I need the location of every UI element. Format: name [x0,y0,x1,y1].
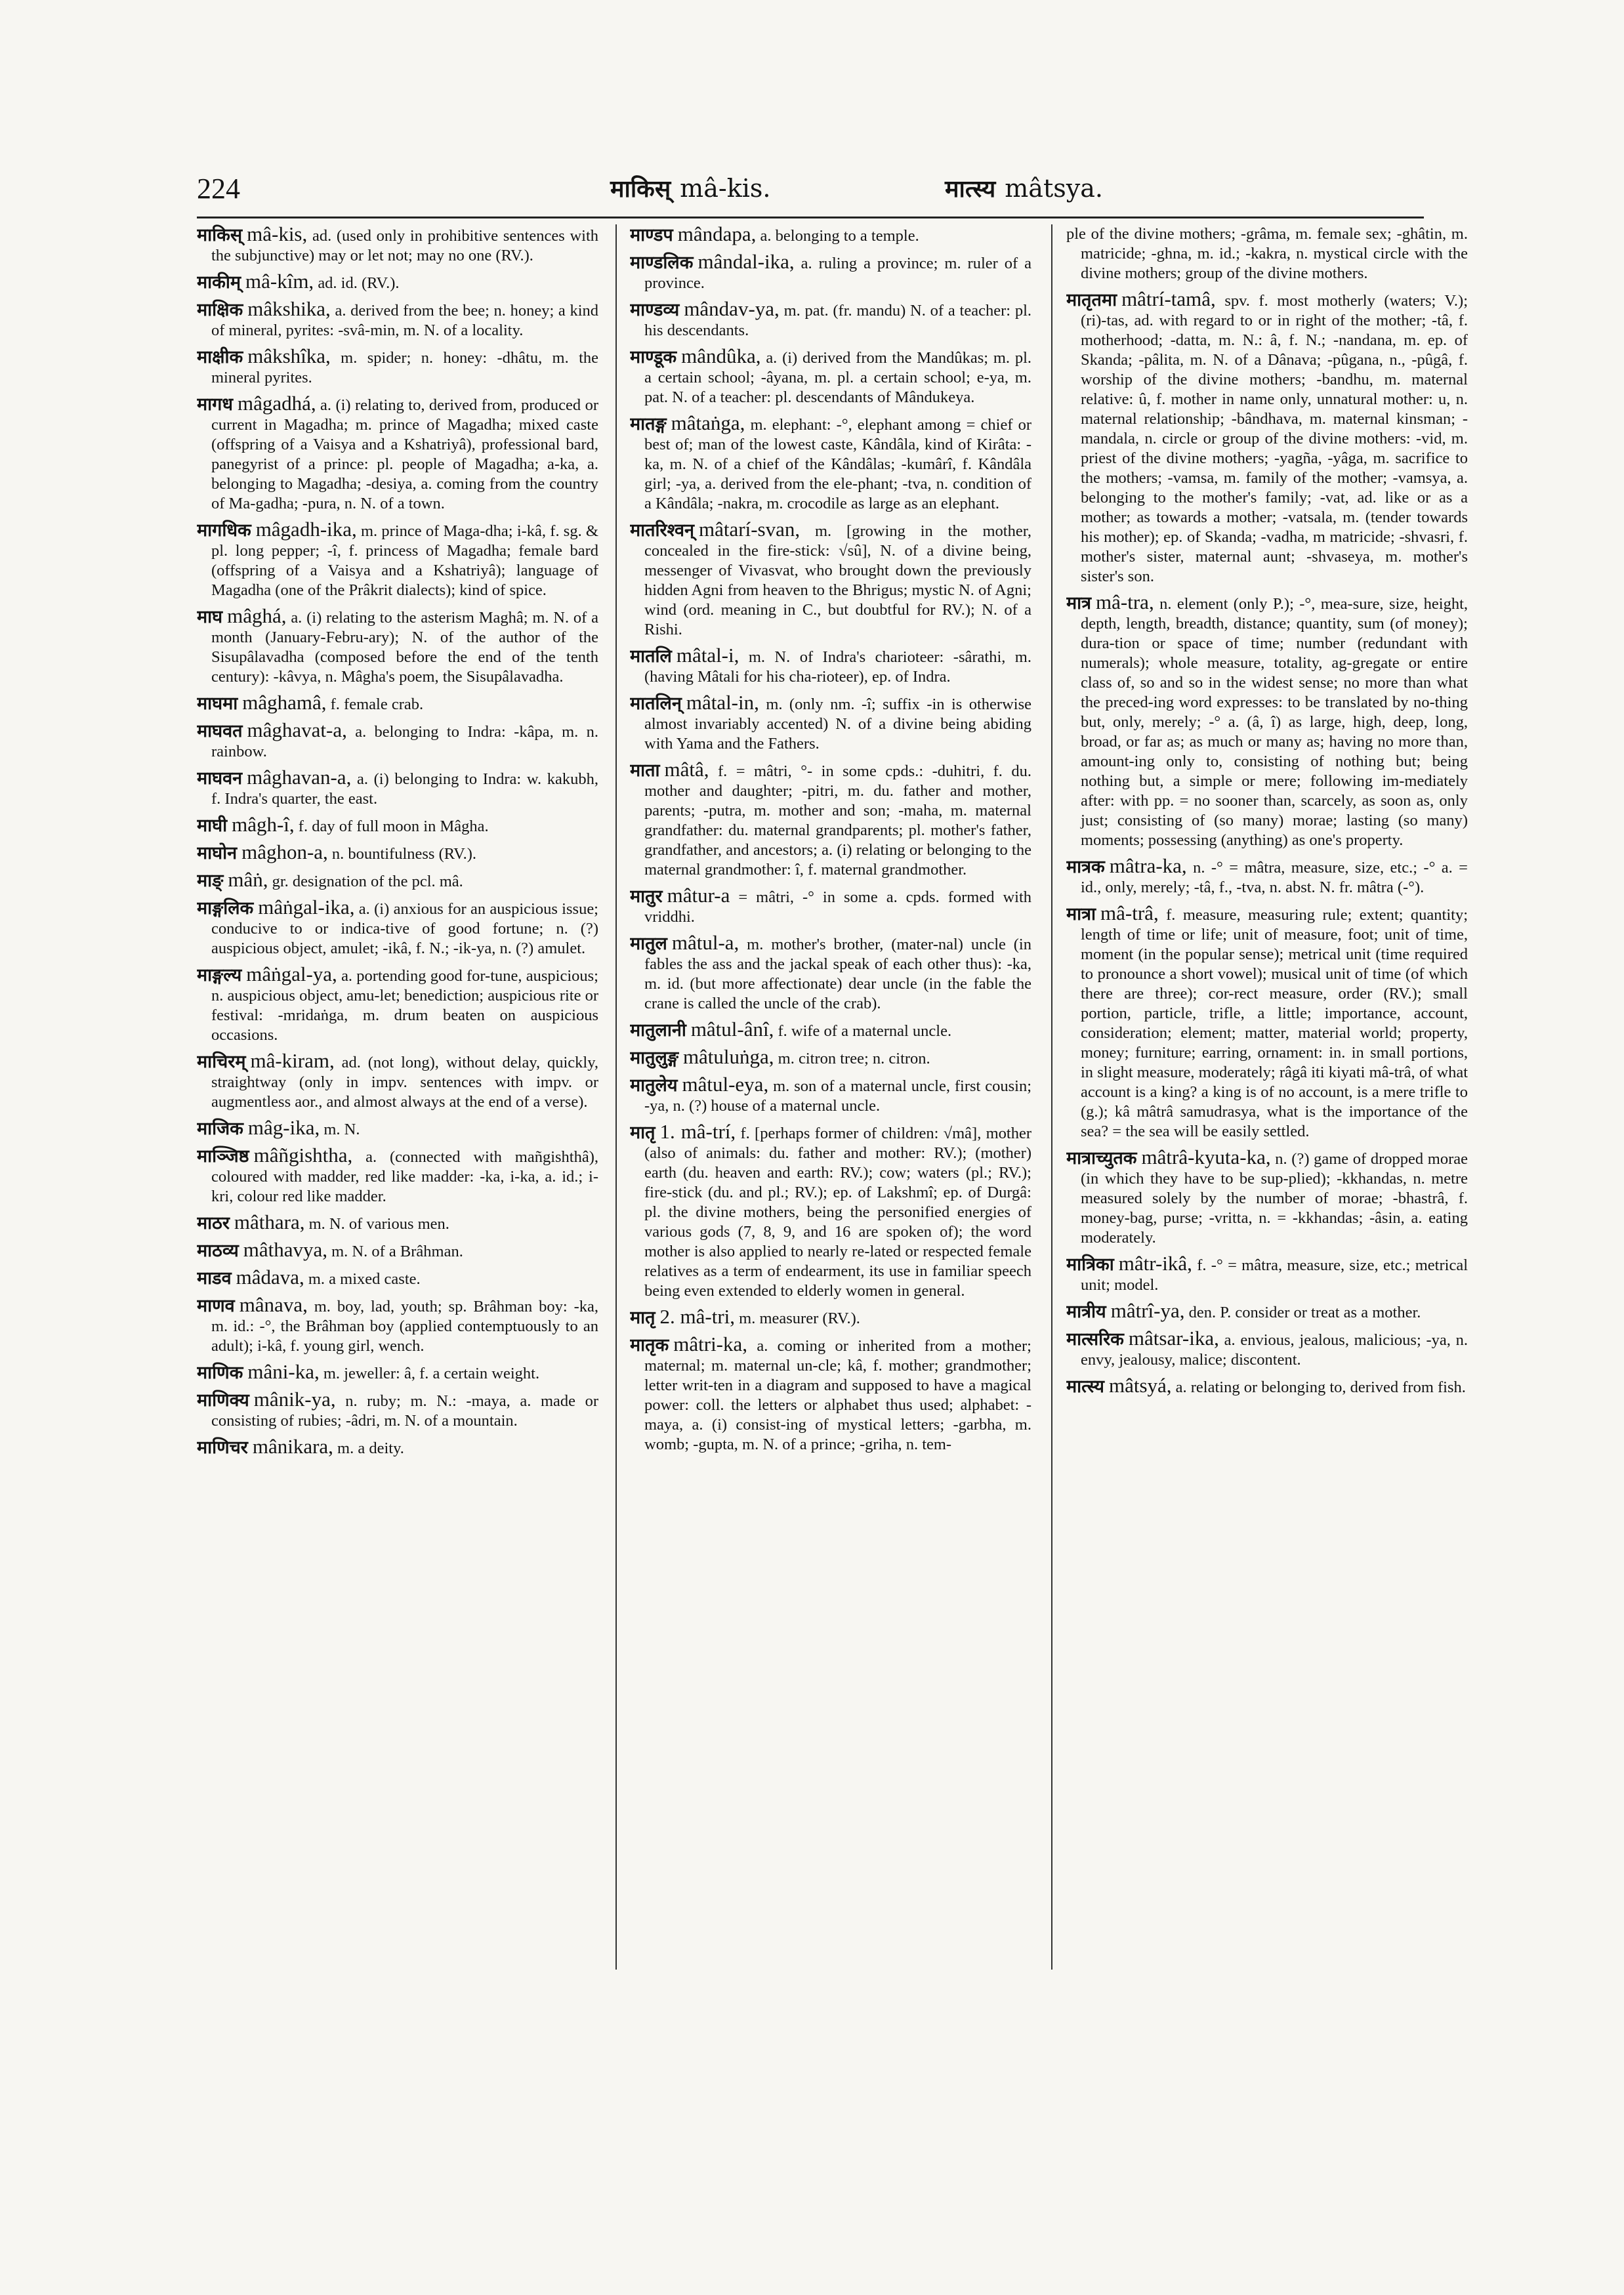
entry-definition: spv. f. most motherly (waters; V.); (ri)-tas, ad. with regard to or in right of the mother; -tâ, f. motherhood; -datta, m. N.: â, f. N.; -nandana, m. ep. of Skanda; -pâlita, m. N. of a Dânava; -pûgana, n., -pûgâ, f. worship of the divine mothers; -bandhu, m. maternal relative: û, f. mother in name only, unnatural mother: u, n. maternal relationship; -bândhava, m. maternal kinsman; -mandala, n. circle or group of the divine mothers: -vid, m. priest of the divine mothers; -yagña, -yâga, m. sacrifice to the mothers; -vamsa, m. family of the mother; -vamsya, a. belonging to the mother's family; -vat, ad. like or as a mother; as towards a mother; -vatsala, m. (tender towards his mother); ep. of Skanda; -vadha, m matricide; -shvasri, f. mother's sister, maternal aunt; -shvaseya, m. mother's sister's son. [1081,292,1468,585]
entry-definition: den. P. consider or treat as a mother. [1188,1304,1421,1321]
dictionary-entry [630,1047,1031,1069]
entry-definition: m. N. [323,1121,360,1138]
dictionary-entry [630,346,1031,407]
entry-headword-devanagari: मागध [197,394,233,415]
entry-headword-transliteration: mâghá, [227,604,287,627]
entry-headword-transliteration: mâṅgal-ya, [246,962,337,985]
right-running-head-devanagari: मात्स्य [945,176,996,203]
dictionary-entry [1066,903,1468,1142]
entry-headword-transliteration: mâghavan-a, [247,766,352,789]
entry-headword-transliteration: mândapa, [677,224,757,245]
dictionary-entry [197,815,598,837]
entry-definition: n. (?) game of dropped morae (in which they have to be sup-plied); -kkhandas, n. metre measured solely by the number of morae; -bhastrâ, f. money-bag, purse; -vritta, n. = -kkhandas; -âsin, a. eating moderately. [1081,1150,1468,1247]
entry-headword-transliteration: mâghavat-a, [247,718,347,741]
entry-headword-devanagari: माता [630,760,660,781]
entry-headword-transliteration: mâtal-in, [686,691,759,714]
dictionary-entry [630,646,1031,687]
entry-definition: f. measure, measuring rule; extent; quantity; length of time or life; unit of measure, foot; unit of time, moment (in the popular sense); metrical unit (time required to pronounce a short vowel); musical unit of time (of which there are three); cor-rect measure, order (RV.); small portion, particle, trifle, a little; importance, account, consideration; element; matter, material world; property, money; furniture; earring, ornament: in. in small portions, in slight measure, moderately; râgâ iti kiyati mâ-trâ, of what account is a king? a king is of no account, is a mere trifle to (g.); kâ mâtrâ samudrasya, what is the importance of the sea? = the sea will be easily settled. [1081,906,1468,1140]
entry-headword-devanagari: माण्डप [630,225,673,245]
column-1 [197,224,598,2271]
entry-definition: m. pat. (fr. mandu) N. of a teacher: pl. his descendants. [644,302,1031,339]
entry-headword-devanagari: मात्रा [1066,904,1096,924]
entry-headword-devanagari: मातृ [630,1123,656,1143]
entry-headword-transliteration: mâtur-a [667,884,730,907]
entry-definition: f. wife of a maternal uncle. [778,1022,952,1040]
dictionary-entry [1066,1329,1468,1370]
left-running-head [610,172,770,204]
entry-headword-transliteration: mâtal-i, [676,644,739,667]
dictionary-entry [197,299,598,341]
entry-definition: m. (only nm. -î; suffix -in is otherwise almost invariably accented) N. of a divine being abiding with Yama and the Fathers. [644,695,1031,753]
page-number: 224 [197,173,240,205]
entry-headword-transliteration: mâ-kîm, [245,270,314,293]
entry-definition: m. N. of Indra's charioteer: -sârathi, m. (having Mâtali for his cha-rioteer), ep. of Indra. [644,648,1031,686]
entry-definition: m. a deity. [337,1439,404,1457]
entry-headword-devanagari: मातुर [630,886,663,907]
entry-headword-transliteration: 1. mâ-trí, [659,1120,736,1143]
entry-headword-devanagari: माचिरम् [197,1052,246,1072]
column-divider-1 [615,224,617,1970]
entry-headword-transliteration: mâ-kiram, [250,1049,335,1072]
entry-headword-transliteration: mânik-ya, [253,1388,336,1411]
entry-headword-transliteration: mâtsyá, [1108,1374,1172,1397]
entry-headword-devanagari: माञ्जिष्ठ [197,1146,249,1167]
entry-definition: ad. id. (RV.). [318,274,400,292]
entry-headword-transliteration: mândûka, [681,344,761,367]
entry-headword-devanagari: माघोन [197,843,238,863]
right-running-head [945,172,1103,204]
entry-headword-transliteration: mâtul-a, [671,931,739,954]
entry-headword-devanagari: माघमा [197,693,238,714]
dictionary-entry [1066,1148,1468,1248]
entry-definition: a. portending good for-tune, auspicious; n. auspicious object, amu-let; benediction; auspicious rite or festival: -mridaṅga, m. drum beaten on auspicious occasions. [211,967,598,1044]
entry-headword-devanagari: मातलिन् [630,693,682,714]
entry-headword-transliteration: mâthara, [234,1210,305,1233]
entry-headword-transliteration: 2. mâ-tri, [659,1305,736,1328]
entry-definition: f. -° = mâtra, measure, size, etc.; metrical unit; model. [1081,1256,1468,1294]
entry-headword-devanagari: माणिक [197,1363,243,1383]
entry-definition: f. = mâtri, °- in some cpds.: -duhitri, f. du. mother and daughter; -pitri, m. du. father and mother, parents; -putra, m. mother and son; -maha, m. maternal grandfather: du. maternal grandparents; pl. mother's father, grandfather, and ancestors; a. (i) relating or belonging to the maternal grandmother: î, f. maternal grandmother. [644,762,1031,879]
entry-definition: f. female crab. [330,695,424,713]
entry-definition: m. spider; n. honey: -dhâtu, m. the mineral pyrites. [211,349,598,386]
entry-headword-transliteration: mândav-ya, [684,297,780,320]
entry-definition: m. N. of various men. [308,1215,449,1233]
dictionary-entry [197,870,598,892]
entry-headword-devanagari: माकीम् [197,272,241,293]
entry-definition: a. ruling a province; m. ruler of a province. [644,255,1031,292]
left-running-head-latin: mâ-kis. [680,174,771,203]
column-3 [1066,224,1468,2271]
entry-headword-transliteration: mâñgishtha, [253,1144,353,1167]
entry-headword-devanagari: मातुलुङ्ग [630,1048,678,1068]
entry-headword-devanagari: मातुल [630,934,667,954]
entry-headword-transliteration: mâtrí-tamâ, [1121,287,1216,310]
dictionary-entry [630,224,1031,246]
entry-headword-transliteration: mâdava, [236,1266,304,1289]
dictionary-entry [197,1437,598,1458]
entry-definition: n. -° = mâtra, measure, size, etc.; -° a. = id., only, merely; -tâ, f., -tva, n. abst. N. fr. mâtra (-°). [1081,859,1468,896]
dictionary-entry [630,693,1031,754]
entry-headword-transliteration: mâ-tra, [1096,590,1154,613]
dictionary-entry [630,252,1031,293]
entry-definition: a. (i) relating to, derived from, produced or current in Magadha; m. prince of Magadha; mixed caste (offspring of a Vaisya and a Kshatriyâ), professional bard, panegyrist of a prince: pl. people of Magadha; a-ka, a. belonging to Magadha; -desiya, a. coming from the country of Ma-gadha; -pura, n. N. of a town. [211,396,598,512]
entry-headword-transliteration: mâkshika, [247,297,331,320]
dictionary-entry [1066,592,1468,850]
entry-definition: m. prince of Maga-dha; i-kâ, f. sg. & pl. long pepper; -î, f. princess of Magadha; female bard (offspring of a Vaisya and a Kshatriyâ); language of Magadha (one of the Prâkrit dialects); kind of spice. [211,522,598,599]
entry-definition: n. bountifulness (RV.). [331,845,477,863]
entry-definition: m. citron tree; n. citron. [778,1050,930,1067]
entry-headword-transliteration: mânikara, [252,1435,333,1458]
dictionary-entry [1066,289,1468,587]
entry-headword-devanagari: माणव [197,1296,235,1316]
entry-definition: a. envious, jealous, malicious; -ya, n. envy, jealousy, malice; discontent. [1081,1331,1468,1369]
entry-definition: ple of the divine mothers; -grâma, m. female sex; -ghâtin, m. matricide; -ghna, m. id.; -kakra, n. mystical circle with the divine mothers; group of the divine mothers. [1066,225,1468,282]
dictionary-entry [197,1268,598,1289]
dictionary-entry [197,898,598,959]
entry-headword-transliteration: mâgadh-ika, [255,518,357,541]
entry-headword-devanagari: मात्र [1066,593,1092,613]
dictionary-entry [197,1051,598,1112]
dictionary-entry [197,520,598,600]
dictionary-entry [197,1390,598,1431]
dictionary-entry [197,346,598,388]
entry-headword-devanagari: मागधिक [197,520,251,541]
entry-headword-transliteration: mâg-ika, [247,1116,320,1139]
entry-definition: n. element (only P.); -°, mea-sure, size, height, depth, length, breadth, distance; quantity, sum (of money); dura-tion or space of time; number (redundant with numerals); whole measure, totality, ag-gregate or entire class of, so and so in the widest sense; no more than what the preced-ing word expresses: to be translated by no-thing but, only, merely; -° a. (â, î) as large, high, deep, long, broad, or far as; as much or many as; having no more than, amount-ing only to, consisting of nothing but; being nothing but, a simple or mere; following im-mediately after: with pp. = no sooner than, scarcely, as soon as, only just; consisting of (so many) morae; lasting (so many) moments; possessing (anything) as one's property. [1081,595,1468,849]
entry-headword-devanagari: माघ [197,607,223,627]
entry-headword-devanagari: माकिस् [197,225,243,245]
entry-headword-transliteration: mâtrî-ya, [1110,1299,1185,1322]
entry-definition: a. derived from the bee; n. honey; a kind of mineral, pyrites: -svâ-min, m. N. of a locality. [211,302,598,339]
dictionary-entry [630,1307,1031,1329]
entry-definition: m. mother's brother, (mater-nal) uncle (in fables the ass and the jackal speak of each other thus): -ka, m. id. (but more affectionate) dear uncle (in the fable the crane is called the uncle of the crab). [644,936,1031,1012]
entry-headword-devanagari: मातृक [630,1335,669,1355]
dictionary-entry [197,394,598,514]
entry-headword-devanagari: माणिचर [197,1437,248,1458]
entry-headword-devanagari: मातृ [630,1308,656,1328]
dictionary-entry [197,1118,598,1140]
entry-definition: m. a mixed caste. [308,1270,421,1288]
entry-definition: m. son of a maternal uncle, first cousin; -ya, n. (?) house of a maternal uncle. [644,1077,1031,1115]
entry-definition: f. day of full moon in Mâgha. [298,817,489,835]
entry-definition: a. coming or inherited from a mother; maternal; m. maternal un-cle; kâ, f. mother; grandmother; letter writ-ten in a diagram and supposed to have a magical power: coll. the letters or alphabet thus used; alphabet: -maya, a. (i) consist-ing of mystical letters; -garbha, m. womb; -gupta, m. N. of a prince; -griha, n. tem- [644,1337,1031,1453]
entry-headword-transliteration: mâtrâ-kyuta-ka, [1141,1146,1271,1168]
entry-headword-devanagari: माण्डव्य [630,300,680,320]
entry-headword-devanagari: माघवन [197,768,243,789]
dictionary-entry [197,720,598,762]
dictionary-entry [197,1212,598,1234]
entry-headword-devanagari: मातुलानी [630,1020,686,1041]
entry-definition: a. (i) belonging to Indra: w. kakubh, f. Indra's quarter, the east. [211,770,598,808]
entry-definition: a. (i) anxious for an auspicious issue; conducive to or indica-tive of good fortune; n. (?) auspicious object, amulet; -ikâ, f. N.; -ik-ya, n. (?) amulet. [211,900,598,957]
dictionary-entry [630,1334,1031,1455]
entry-definition: m. [growing in the mother, concealed in the fire-stick: √sû], N. of a divine being, messenger of Vivasvat, who brought down the previously hidden Agni from heaven to the Bhrigus; mystic N. of Agni; wind (ord. meaning in C., but doubtful for RV.); N. of a Rishi. [644,522,1031,638]
entry-definition: = mâtri, -° in some a. cpds. formed with vriddhi. [644,888,1031,926]
entry-definition: ad. (used only in prohibitive sentences with the subjunctive) may or let not; may no one (RV.). [211,227,598,264]
entry-headword-transliteration: mâtuluṅga, [682,1045,774,1068]
entry-headword-devanagari: माक्षीक [197,347,243,367]
entry-headword-devanagari: माक्षिक [197,300,243,320]
entry-headword-devanagari: मात्रीय [1066,1302,1106,1322]
dictionary-entry [630,933,1031,1014]
entry-definition: m. boy, lad, youth; sp. Brâhman boy: -ka, m. id.: -°, the Brâhman boy (applied contemptuously to an adult); i-kâ, f. young girl, wench. [211,1298,598,1355]
entry-headword-devanagari: माडव [197,1268,232,1289]
entry-definition: m. jeweller: â, f. a certain weight. [323,1365,540,1382]
dictionary-entry [197,693,598,714]
entry-definition: a. (i) derived from the Mandûkas; m. pl. a certain school; -âyana, m. pl. a certain school; e-ya, m. pat. N. of a teacher: pl. descendants of Mândukeya. [644,349,1031,406]
column-2 [630,224,1031,2271]
entry-definition: m. N. of a Brâhman. [331,1243,463,1260]
entry-headword-devanagari: माठर [197,1213,230,1233]
dictionary-entry [630,1075,1031,1116]
entry-headword-devanagari: माठव्य [197,1241,239,1261]
entry-headword-devanagari: माघी [197,816,228,836]
entry-headword-transliteration: mâtra-ka, [1109,854,1187,877]
entry-headword-devanagari: माणिक्य [197,1390,249,1411]
dictionary-entry [630,520,1031,640]
entry-headword-devanagari: मातरिश्वन् [630,520,695,541]
entry-headword-transliteration: mâ-trâ, [1100,901,1159,924]
entry-definition: a. (i) relating to the asterism Maghâ; m. N. of a month (January-Febru-ary); N. of the author of the Sisupâlavadha (composed before the end of the tenth century): -kâvya, n. Mâgha's poem, the Sisupâlavadha. [211,609,598,686]
dictionary-entry [197,842,598,864]
entry-headword-devanagari: माङ्गलिक [197,898,254,919]
entry-headword-devanagari: मात्राच्युतक [1066,1148,1137,1168]
dictionary-entry [630,299,1031,341]
dictionary-entry [1066,1301,1468,1323]
entry-definition: m. elephant: -°, elephant among = chief or best of; man of the lowest caste, Kândâla, kind of Kirâta: -ka, m. N. of a chief of the Kândâlas; -kumârî, f. Kândâla girl; -ya, a. derived from the ele-phant; -tva, n. condition of a Kândâla; -nakra, m. crocodile as large as an elephant. [644,416,1031,512]
dictionary-entry [1066,1254,1468,1295]
entry-headword-devanagari: माङ् [197,871,224,891]
dictionary-entry [197,272,598,293]
dictionary-entry [630,886,1031,927]
entry-definition: f. [perhaps former of children: √mâ], mother (also of animals: du. father and mother: RV.); (mother) earth (du. heaven and earth: RV.); cow; waters (pl.; RV.); fire-stick (du. and pl.; RV.); ep. of Lakshmî; ep. of Durgâ: pl. the divine mothers, being the personified energies of various gods (7, 8, 9, and 16 are spoken of); the word mother is also applied to nearly re-lated or respected female relatives as a term of endearment, its use in familiar speech being even extended to elderly women in general. [644,1125,1031,1300]
entry-headword-devanagari: मात्स्य [1066,1376,1104,1397]
entry-definition: n. ruby; m. N.: -maya, a. made or consisting of rubies; -âdri, m. N. of a mountain. [211,1392,598,1430]
dictionary-entry [1066,224,1468,283]
entry-headword-transliteration: mâtâ, [664,758,709,781]
entry-headword-transliteration: mâtul-eya, [682,1073,769,1096]
dictionary-entry [630,760,1031,880]
entry-definition: a. (connected with mañgishthâ), coloured with madder, red like madder: -ka, i-ka, a. id.; i-kri, colour red like madder. [211,1148,598,1205]
dictionary-entry [197,1295,598,1356]
column-divider-2 [1051,224,1052,1970]
entry-headword-transliteration: mândal-ika, [697,250,795,273]
entry-headword-transliteration: mâtri-ka, [673,1333,748,1355]
entry-definition: a. belonging to Indra: -kâpa, m. n. rainbow. [211,723,598,760]
entry-headword-devanagari: माण्डूक [630,347,677,367]
entry-headword-devanagari: मात्रिका [1066,1254,1114,1275]
entry-headword-devanagari: मातङ्ग [630,414,667,434]
entry-headword-transliteration: mâṅgal-ika, [258,896,355,919]
dictionary-entry [197,224,598,266]
entry-headword-devanagari: मातृतमा [1066,290,1117,310]
entry-headword-transliteration: mâkshîka, [247,344,331,367]
entry-definition: ad. (not long), without delay, quickly, straightway (only in impv. sentences with impv. or augmentless aor., and almost always at the end of a verse). [211,1054,598,1111]
dictionary-entry [197,1240,598,1262]
right-running-head-latin: mâtsya. [1005,174,1103,203]
dictionary-entry [197,1146,598,1207]
entry-headword-devanagari: माजिक [197,1119,243,1139]
entry-headword-transliteration: mâghamâ, [242,691,327,714]
dictionary-entry [197,1362,598,1384]
entry-headword-transliteration: mâtr-ikâ, [1118,1252,1192,1275]
entry-definition: a. relating or belonging to, derived from fish. [1175,1378,1466,1396]
left-running-head-devanagari: माकिस् [610,176,671,203]
entry-headword-transliteration: mâtsar-ika, [1128,1327,1219,1350]
page-header [197,172,1424,211]
entry-definition: gr. designation of the pcl. mâ. [272,873,463,890]
dictionary-entry [1066,1376,1468,1397]
entry-headword-transliteration: mâtul-ânî, [690,1018,774,1041]
entry-headword-devanagari: मात्सरिक [1066,1329,1124,1350]
entry-headword-devanagari: माण्डलिक [630,253,694,273]
dictionary-entry [630,413,1031,514]
dictionary-entry [197,768,598,809]
entry-headword-transliteration: mâ-kis, [247,224,308,245]
entry-headword-devanagari: मात्रक [1066,857,1105,877]
entry-definition: m. measurer (RV.). [739,1310,860,1327]
dictionary-entry [197,964,598,1045]
entry-definition: a. belonging to a temple. [760,227,919,245]
entry-headword-transliteration: mâni-ka, [247,1360,320,1383]
entry-headword-transliteration: mâtarí-svan, [699,518,801,541]
entry-headword-devanagari: माघवत [197,721,243,741]
entry-headword-transliteration: mâgadhá, [237,392,316,415]
entry-headword-transliteration: mâghon-a, [241,840,328,863]
entry-headword-devanagari: मातुलेय [630,1075,678,1096]
dictionary-entry [1066,856,1468,898]
entry-headword-transliteration: mâthavya, [243,1238,327,1261]
entry-headword-transliteration: mâgh-î, [232,813,295,836]
entry-headword-transliteration: mânava, [239,1293,308,1316]
dictionary-entry [630,1122,1031,1301]
dictionary-entry [630,1020,1031,1041]
entry-headword-devanagari: मातलि [630,646,672,667]
entry-headword-transliteration: mâṅ, [228,868,268,891]
entry-headword-devanagari: माङ्गल्य [197,965,242,985]
header-rule [197,217,1424,218]
entry-headword-transliteration: mâtaṅga, [671,411,745,434]
dictionary-entry [197,606,598,687]
